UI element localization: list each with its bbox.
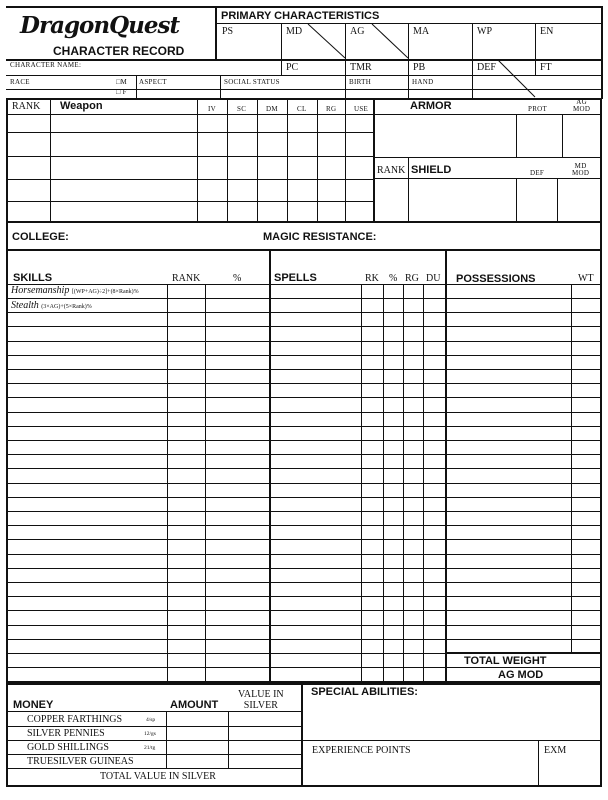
spells-col-rk: RK xyxy=(365,273,379,284)
value-header: VALUE IN SILVER xyxy=(238,689,284,711)
weapon-col-dm: DM xyxy=(266,105,278,113)
special-abilities-label: SPECIAL ABILITIES: xyxy=(311,686,418,698)
skill-row: Horsemanship [(WP+AG)÷2]+(8×Rank)% xyxy=(11,285,139,296)
logo: DragonQuest xyxy=(20,12,180,39)
stat-wp: WP xyxy=(477,26,492,37)
money-rate: 4/sp xyxy=(146,717,156,723)
weapon-header: Weapon xyxy=(60,100,103,112)
shield-header: SHIELD xyxy=(411,164,452,176)
skills-header: SKILLS xyxy=(13,272,53,284)
record-title: CHARACTER RECORD xyxy=(53,44,185,58)
stat-ag: AG xyxy=(350,26,365,37)
money-rate: 21/tg xyxy=(144,745,156,751)
experience-points-label: EXPERIENCE POINTS xyxy=(312,745,411,756)
possessions-header: POSSESSIONS xyxy=(456,273,536,285)
college-label: COLLEGE: xyxy=(12,231,69,243)
shield-rank-header: RANK xyxy=(377,165,406,176)
primary-title: PRIMARY CHARACTERISTICS xyxy=(221,10,380,22)
stat-tmr: TMR xyxy=(350,62,372,73)
magic-resistance-label: MAGIC RESISTANCE: xyxy=(263,231,377,243)
label-birth: BIRTH xyxy=(349,78,372,86)
money-header: MONEY xyxy=(13,699,54,711)
money-total-label: TOTAL VALUE IN SILVER xyxy=(100,771,216,782)
slash-marks xyxy=(0,0,608,100)
possessions-wt-header: WT xyxy=(578,273,594,284)
money-row: SILVER PENNIES xyxy=(27,728,105,739)
spells-header: SPELLS xyxy=(274,272,317,284)
weapon-col-iv: IV xyxy=(208,105,216,113)
armor-agmod: AG MOD xyxy=(573,98,591,113)
label-aspect: ASPECT xyxy=(139,78,167,86)
skills-rank-header: RANK xyxy=(172,273,201,284)
skills-pct-header: % xyxy=(233,273,242,284)
stat-ft: FT xyxy=(540,62,552,73)
armor-header: ARMOR xyxy=(410,100,452,112)
money-row: GOLD SHILLINGS xyxy=(27,742,109,753)
stat-ps: PS xyxy=(222,26,234,37)
label-hand: HAND xyxy=(412,78,434,86)
label-social-status: SOCIAL STATUS xyxy=(224,78,280,86)
spells-col-du: DU xyxy=(426,273,441,284)
amount-header: AMOUNT xyxy=(170,699,219,711)
label-race: RACE xyxy=(10,78,30,86)
weapon-col-use: USE xyxy=(354,105,369,113)
shield-mdmod: MD MOD xyxy=(572,162,590,177)
stat-md: MD xyxy=(286,26,303,37)
spells-col-rg: RG xyxy=(405,273,419,284)
stat-en: EN xyxy=(540,26,554,37)
exm-label: EXM xyxy=(544,745,567,756)
checkbox-m[interactable]: □M xyxy=(116,78,128,86)
stat-ma: MA xyxy=(413,26,430,37)
shield-def: DEF xyxy=(530,169,545,177)
stat-pc: PC xyxy=(286,62,299,73)
stat-def: DEF xyxy=(477,62,496,73)
weapon-col-rg: RG xyxy=(326,105,337,113)
money-row: TRUESILVER GUINEAS xyxy=(27,756,134,767)
money-rate: 12/gs xyxy=(144,731,156,737)
checkbox-f[interactable]: □ F xyxy=(116,88,127,96)
weapon-col-cl: CL xyxy=(297,105,307,113)
money-row: COPPER FARTHINGS xyxy=(27,714,123,725)
skill-row: Stealth (3×AG)+(5×Rank)% xyxy=(11,300,92,311)
total-weight-label: TOTAL WEIGHT xyxy=(464,655,547,667)
weapon-rank-header: RANK xyxy=(12,101,41,112)
weapon-col-sc: SC xyxy=(237,105,247,113)
armor-prot: PROT xyxy=(528,105,548,113)
label-character-name: CHARACTER NAME: xyxy=(10,61,82,69)
ag-mod-label: AG MOD xyxy=(498,669,544,681)
stat-pb: PB xyxy=(413,62,426,73)
spells-col-pct: % xyxy=(389,273,398,284)
